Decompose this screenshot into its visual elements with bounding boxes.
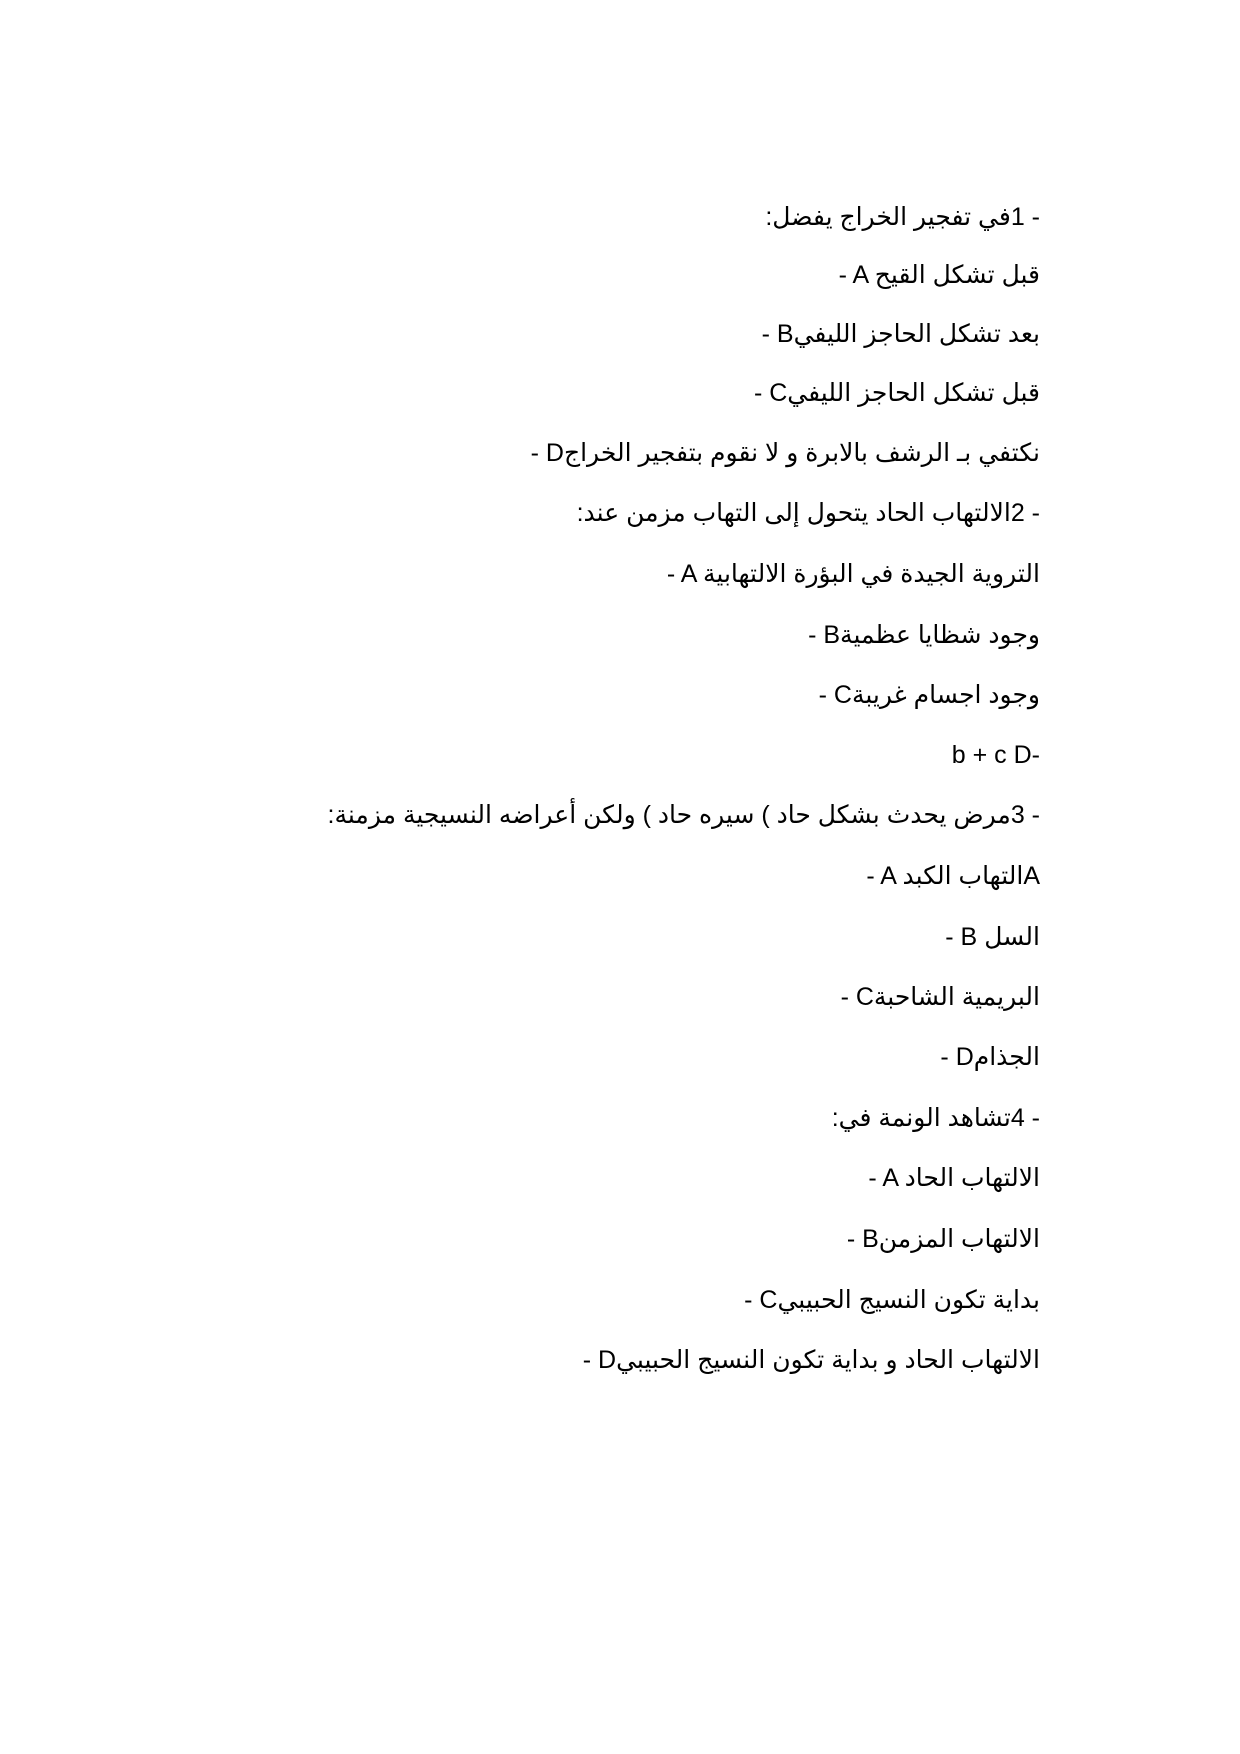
q2-option-c: - Cوجود اجسام غريبة: [818, 681, 1040, 709]
q3-option-c: - Cالبريمية الشاحبة: [840, 983, 1040, 1011]
q2-option-d: b + c D-: [951, 741, 1040, 769]
q4-option-a: - A الالتهاب الحاد: [868, 1164, 1040, 1192]
question-1: - 1في تفجير الخراج يفضل:: [765, 203, 1040, 231]
q1-option-b: - Bبعد تشكل الحاجز الليفي: [761, 320, 1040, 348]
q2-option-b: - Bوجود شظايا عظمية: [808, 621, 1040, 649]
q3-option-d: - Dالجذام: [940, 1043, 1040, 1071]
question-2: - 2الالتهاب الحاد يتحول إلى التهاب مزمن عند:: [576, 499, 1040, 527]
q1-option-a: - A قبل تشكل القيح: [838, 261, 1040, 289]
q4-option-c: - Cبداية تكون النسيج الحبيبي: [744, 1286, 1040, 1314]
q3-option-b: - B السل: [945, 923, 1040, 951]
q1-option-c: - Cقبل تشكل الحاجز الليفي: [753, 379, 1040, 407]
question-3: - 3مرض يحدث بشكل حاد ) سيره حاد ) ولكن أعراضه النسيجية مزمنة:: [327, 801, 1040, 829]
q4-option-d: - Dالالتهاب الحاد و بداية تكون النسيج الحبيبي: [582, 1346, 1040, 1374]
question-4: - 4تشاهد الونمة في:: [831, 1104, 1040, 1132]
q2-option-a: - A التروية الجيدة في البؤرة الالتهابية: [666, 560, 1040, 588]
q3-option-a: - A التهاب الكبدA: [866, 862, 1040, 890]
q4-option-b: - Bالالتهاب المزمن: [846, 1225, 1040, 1253]
q1-option-d: - Dنكتفي بـ الرشف بالابرة و لا نقوم بتفجير الخراج: [530, 439, 1040, 467]
